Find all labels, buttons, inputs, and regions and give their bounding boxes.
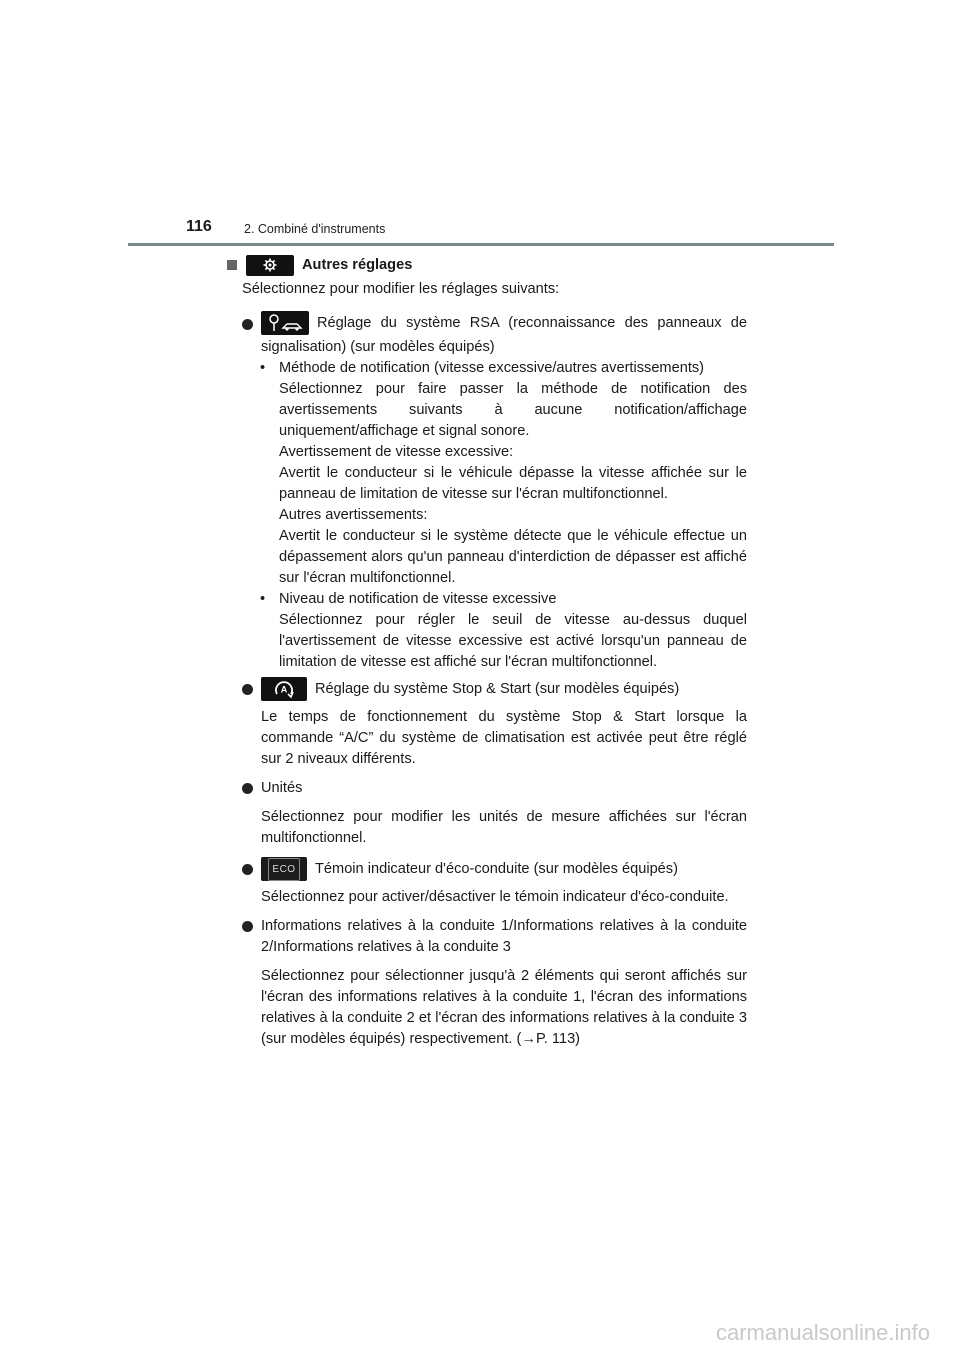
list-item-eco	[225, 857, 747, 881]
overspeed-label: Avertissement de vitesse excessive:	[279, 444, 514, 460]
other-warnings-text: Avertit le conducteur si le système détecte que le véhicule effectue un dépassement alors qu'un panneau d'interdiction de dépasser est affiché sur l'écran multifonctionnel.	[279, 528, 747, 586]
list-item-overspeed-level	[260, 589, 747, 610]
eco-text: Sélectionnez pour activer/désactiver le témoin indicateur d'éco-conduite.	[261, 889, 729, 905]
stop-start-title: Réglage du système Stop & Start (sur modèles équipés)	[315, 680, 680, 697]
list-item-notification-method	[260, 358, 747, 379]
driving-info-title: Informations relatives à la conduite 1/Informations relatives à la conduite 2/Informations relatives à la conduite 3	[261, 918, 747, 955]
sub-bullet: •	[260, 591, 266, 607]
list-item-driving-info	[225, 916, 747, 958]
overspeed-level-text: Sélectionnez pour régler le seuil de vitesse au-dessus duquel l'avertissement de vitesse excessive est activé lorsqu'un panneau de limitation de vitesse est affiché sur l'écran multifonctionnel.	[279, 612, 747, 670]
driving-info-text: Sélectionnez pour sélectionner jusqu'à 2 éléments qui seront affichés sur l'écran des informations relatives à la conduite 1, l'écran des informations relatives à la conduite 2 et l'écran des informations relatives à la conduite 3 (sur modèles équipés) respectivement. (→P. 113)	[261, 968, 747, 1047]
page-content	[225, 254, 747, 1050]
notification-method-title: Méthode de notification (vitesse excessive/autres avertissements)	[279, 360, 705, 376]
section-intro: Sélectionnez pour modifier les réglages suivants:	[242, 281, 560, 297]
list-item-rsa	[225, 311, 747, 358]
rsa-sign-icon	[261, 311, 309, 335]
list-item-stop-start	[225, 677, 747, 701]
section-square-marker	[227, 260, 237, 270]
bullet-dot	[242, 684, 253, 695]
section-heading	[225, 254, 747, 276]
stop-start-icon	[261, 677, 307, 701]
units-title: Unités	[261, 780, 303, 796]
eco-indicator-icon: ECO	[261, 857, 307, 881]
stop-start-text: Le temps de fonctionnement du système Stop & Start lorsque la commande “A/C” du système de climatisation est activée peut être réglé sur 2 niveaux différents.	[261, 709, 747, 767]
rsa-sub-list	[225, 358, 747, 673]
list-item-units	[225, 778, 747, 799]
watermark: carmanualsonline.info	[715, 1320, 930, 1345]
header-rule	[128, 243, 834, 246]
rsa-title-line2: signalisation) (sur modèles équipés)	[261, 339, 495, 355]
notification-method-text: Sélectionnez pour faire passer la méthode de notification des avertissements suivants à aucune notification/affichage uniquement/affichage et signal sonore.	[279, 381, 747, 439]
overspeed-level-title: Niveau de notification de vitesse excessive	[279, 591, 557, 607]
units-text: Sélectionnez pour modifier les unités de mesure affichées sur l'écran multifonctionnel.	[261, 809, 747, 846]
chapter-title: 2. Combiné d'instruments	[244, 222, 386, 236]
gear-icon	[246, 255, 294, 276]
svg-text:A: A	[280, 684, 288, 695]
other-warnings-label: Autres avertissements:	[279, 507, 428, 523]
eco-title: Témoin indicateur d'éco-conduite (sur modèles équipés)	[315, 860, 678, 877]
rsa-title-line1: Réglage du système RSA (reconnaissance des panneaux de	[317, 314, 747, 331]
bullet-dot	[242, 319, 253, 330]
overspeed-text: Avertit le conducteur si le véhicule dépasse la vitesse affichée sur le panneau de limitation de vitesse sur l'écran multifonctionnel.	[279, 465, 747, 502]
page-number: 116	[186, 218, 212, 235]
bullet-dot	[242, 921, 253, 932]
sub-bullet: •	[260, 360, 266, 376]
bullet-dot	[242, 783, 253, 794]
bullet-dot	[242, 864, 253, 875]
section-title: Autres réglages	[302, 256, 413, 273]
